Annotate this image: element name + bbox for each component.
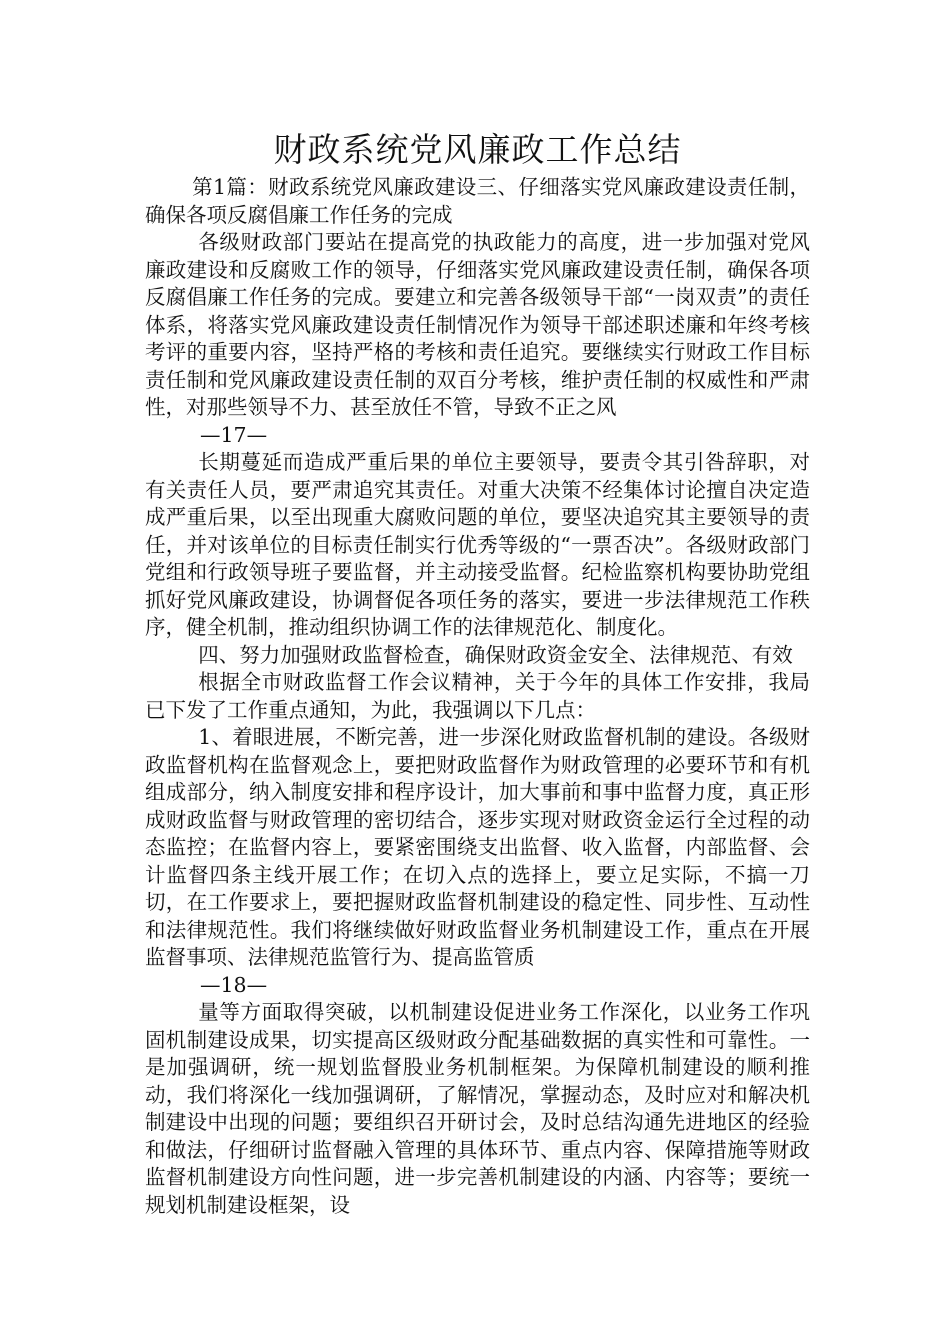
page-number: —18— (200, 972, 268, 997)
paragraph-point-one: 1、着眼进展，不断完善，进一步深化财政监督机制的建设。各级财政监督机构在监督观念上，要把财政监督作为财政管理的必要环节和有机组成部分，纳入制度安排和程序设计，加大事前和事中监督力度，真正形成财政监督与财政管理的密切结合，逐步实现对财政资金运行全过程的动态监控；在监督内容上，要紧密围绕支出监督、收入监督，内部监督、会计监督四条主线开展工作；在切入点的选择上，要立足实际，不搞一刀切，在工作要求上，要把握财政监督机制建设的稳定性、同步性、互动性和法律规范性。我们将继续做好财政监督业务机制建设工作，重点在开展监督事项、法律规范监管行为、提高监管质 (145, 725, 810, 969)
section-heading-four: 四、努力加强财政监督检查，确保财政资金安全、法律规范、有效 (198, 642, 793, 667)
document-page (145, 128, 810, 1219)
page-number: —17— (200, 422, 268, 447)
document-title: 财政系统党风廉政工作总结 (273, 130, 682, 169)
paragraph-responsibility: 各级财政部门要站在提高党的执政能力的高度，进一步加强对党风廉政建设和反腐败工作的领导，仔细落实党风廉政建设责任制，确保各项反腐倡廉工作任务的完成。要建立和完善各级领导干部“一岗双责”的责任体系，将落实党风廉政建设责任制情况作为领导干部述职述廉和年终考核考评的重要内容，坚持严格的考核和责任追究。要继续实行财政工作目标责任制和党风廉政建设责任制的双百分考核，维护责任制的权威性和严肃性，对那些领导不力、甚至放任不管，导致不正之风 (145, 230, 810, 419)
paragraph-meeting: 根据全市财政监督工作会议精神，关于今年的具体工作安排，我局已下发了工作重点通知，为此，我强调以下几点： (145, 670, 810, 722)
paragraph-accountability: 长期蔓延而造成严重后果的单位主要领导，要责令其引咎辞职，对有关责任人员，要严肃追究其责任。对重大决策不经集体讨论擅自决定造成严重后果，以至出现重大腐败问题的单位，要坚决追究其主要领导的责任，并对该单位的目标责任制实行优秀等级的“一票否决”。各级财政部门党组和行政领导班子要监督，并主动接受监督。纪检监察机构要协助党组抓好党风廉政建设，协调督促各项任务的落实，要进一步法律规范工作秩序，健全机制，推动组织协调工作的法律规范化、制度化。 (145, 450, 810, 639)
paragraph-intro: 第1篇：财政系统党风廉政建设三、仔细落实党风廉政建设责任制，确保各项反腐倡廉工作任务的完成 (145, 175, 810, 227)
paragraph-quality: 量等方面取得突破，以机制建设促进业务工作深化，以业务工作巩固机制建设成果，切实提高区级财政分配基础数据的真实性和可靠性。一是加强调研，统一规划监督股业务机制框架。为保障机制建设的顺利推动，我们将深化一线加强调研，了解情况，掌握动态，及时应对和解决机制建设中出现的问题；要组织召开研讨会，及时总结沟通先进地区的经验和做法，仔细研讨监督融入管理的具体环节、重点内容、保障措施等财政监督机制建设方向性问题，进一步完善机制建设的内涵、内容等；要统一规划机制建设框架，设 (145, 1000, 810, 1217)
